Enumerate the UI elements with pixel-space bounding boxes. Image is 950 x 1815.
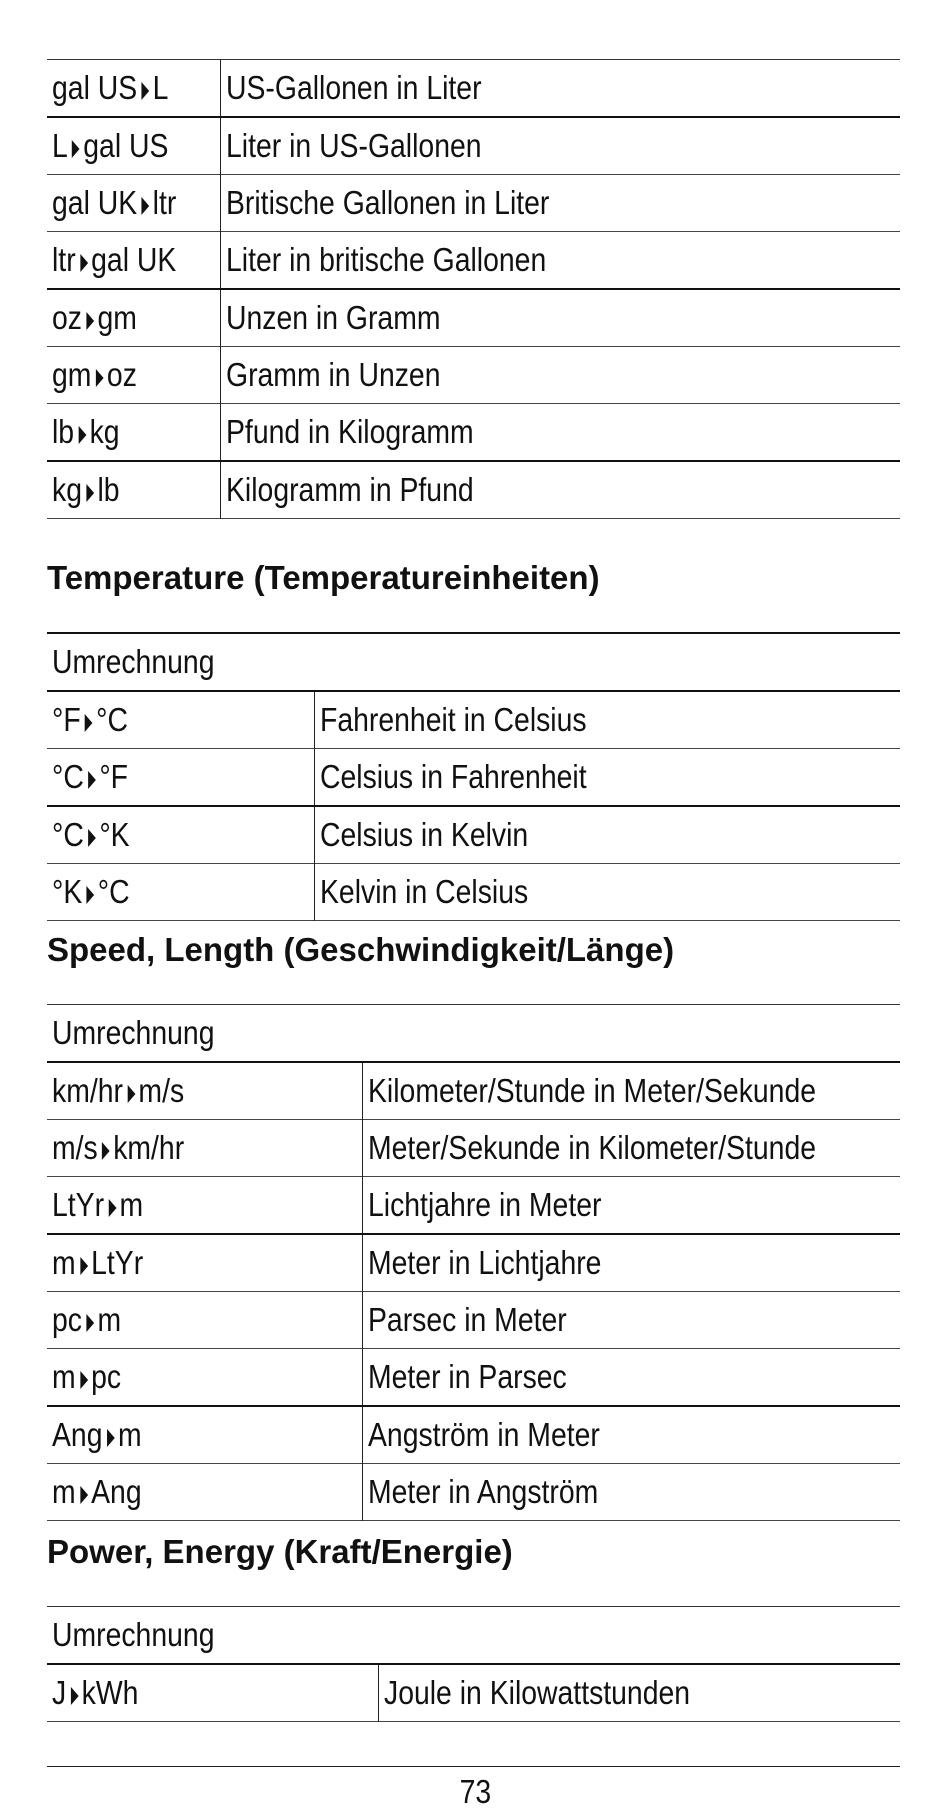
power-title: Power, Energy (Kraft/Energie)	[47, 1533, 513, 1570]
to-unit: m	[119, 1186, 144, 1223]
arrow-right-icon	[88, 829, 96, 847]
power-table	[47, 1606, 900, 1722]
conversion-key-cell	[47, 1464, 362, 1521]
table-row	[47, 1292, 900, 1349]
conversion-description: Liter in britische Gallonen	[225, 241, 546, 278]
to-unit: m	[117, 1416, 142, 1453]
conversion-key-cell	[47, 691, 314, 749]
to-unit: pc	[91, 1358, 122, 1395]
conversion-description: Meter in Parsec	[367, 1358, 567, 1395]
arrow-right-icon	[141, 197, 149, 215]
to-unit: m	[97, 1301, 122, 1338]
conversion-key-cell	[47, 1406, 362, 1464]
table-row	[47, 691, 900, 749]
conversion-description: US-Gallonen in Liter	[225, 69, 482, 106]
from-unit: LtYr	[52, 1186, 105, 1223]
to-unit: gm	[97, 299, 137, 336]
to-unit: LtYr	[91, 1244, 144, 1281]
arrow-right-icon	[86, 312, 94, 330]
to-unit: °C	[97, 873, 130, 910]
temperature-table-wrap	[47, 632, 900, 921]
speed-section	[47, 922, 900, 978]
speed-header-row	[47, 1005, 900, 1063]
page-number: 73	[459, 1773, 491, 1810]
to-unit: °K	[99, 816, 130, 853]
conversion-key-cell	[47, 864, 314, 921]
arrow-right-icon	[80, 254, 88, 272]
from-unit: ltr	[52, 241, 76, 278]
from-unit: lb	[52, 413, 75, 450]
temperature-header-row	[47, 633, 900, 691]
conversion-description: Kelvin in Celsius	[319, 873, 528, 910]
conversion-description: Unzen in Gramm	[225, 299, 440, 336]
conversion-description: Meter/Sekunde in Kilometer/Stunde	[367, 1129, 816, 1166]
from-unit: oz	[52, 299, 82, 336]
table-row	[47, 749, 900, 807]
conversion-description: Pfund in Kilogramm	[225, 413, 474, 450]
to-unit: lb	[97, 471, 120, 508]
table-row	[47, 404, 900, 462]
to-unit: kg	[89, 413, 120, 450]
table-row	[47, 60, 900, 118]
table-row	[47, 1664, 900, 1722]
conversion-description: Kilogramm in Pfund	[225, 471, 474, 508]
temperature-section	[47, 550, 900, 606]
arrow-right-icon	[85, 714, 93, 732]
from-unit: m	[52, 1358, 76, 1395]
conversion-key-cell	[47, 232, 220, 290]
arrow-right-icon	[108, 1199, 116, 1217]
from-unit: km/hr	[52, 1072, 123, 1109]
conversion-description: Celsius in Fahrenheit	[319, 758, 587, 795]
from-unit: m	[52, 1473, 76, 1510]
arrow-right-icon	[86, 1314, 94, 1332]
conversion-key-cell	[47, 175, 220, 232]
table-row	[47, 232, 900, 290]
arrow-right-icon	[127, 1085, 135, 1103]
conversion-key-cell	[47, 749, 314, 807]
from-unit: kg	[52, 471, 82, 508]
conversion-key-cell	[47, 289, 220, 347]
from-unit: J	[52, 1674, 67, 1711]
arrow-right-icon	[70, 1687, 78, 1705]
conversion-description: Angström in Meter	[367, 1416, 600, 1453]
speed-table	[47, 1004, 900, 1521]
conversion-key-cell	[47, 1349, 362, 1407]
arrow-right-icon	[80, 1486, 88, 1504]
speed-title: Speed, Length (Geschwindigkeit/Länge)	[47, 931, 675, 968]
conversion-key-cell	[47, 1120, 362, 1177]
table-row	[47, 461, 900, 519]
conversion-key-cell	[47, 806, 314, 864]
from-unit: pc	[52, 1301, 82, 1338]
conversion-key-cell	[47, 347, 220, 404]
table-row	[47, 175, 900, 232]
arrow-right-icon	[80, 1257, 88, 1275]
from-unit: °C	[52, 816, 84, 853]
to-unit: kWh	[81, 1674, 139, 1711]
to-unit: km/hr	[113, 1129, 185, 1166]
conversion-key-cell	[47, 1664, 378, 1722]
from-unit: L	[52, 127, 68, 164]
table-row	[47, 117, 900, 175]
from-unit: m/s	[52, 1129, 98, 1166]
from-unit: Ang	[52, 1416, 103, 1453]
conversion-description: Gramm in Unzen	[225, 356, 440, 393]
conversion-description: Meter in Lichtjahre	[367, 1244, 601, 1281]
arrow-right-icon	[102, 1142, 110, 1160]
conversion-key-cell	[47, 1234, 362, 1292]
arrow-right-icon	[72, 140, 80, 158]
conversion-description: Parsec in Meter	[367, 1301, 567, 1338]
speed-table-wrap	[47, 1004, 900, 1521]
table-row	[47, 806, 900, 864]
table-row	[47, 1406, 900, 1464]
from-unit: gal UK	[52, 184, 138, 221]
from-unit: m	[52, 1244, 76, 1281]
conversion-description: Kilometer/Stunde in Meter/Sekunde	[367, 1072, 816, 1109]
to-unit: Ang	[91, 1473, 142, 1510]
to-unit: gal UK	[91, 241, 177, 278]
to-unit: ltr	[152, 184, 177, 221]
temperature-header: Umrechnung	[52, 643, 215, 680]
temperature-table	[47, 632, 900, 921]
table-row	[47, 1349, 900, 1407]
volume-conversion-table	[47, 59, 900, 519]
arrow-right-icon	[78, 426, 86, 444]
conversion-key-cell	[47, 404, 220, 462]
conversion-key-cell	[47, 461, 220, 519]
to-unit: °F	[99, 758, 129, 795]
conversion-description: Fahrenheit in Celsius	[319, 701, 587, 738]
arrow-right-icon	[96, 369, 104, 387]
from-unit: °F	[52, 701, 81, 738]
footer-divider	[47, 1766, 900, 1767]
table-row	[47, 1120, 900, 1177]
power-section	[47, 1524, 900, 1580]
table-row	[47, 1062, 900, 1120]
to-unit: oz	[106, 356, 137, 393]
to-unit: °C	[96, 701, 129, 738]
table-row	[47, 1234, 900, 1292]
to-unit: L	[152, 69, 169, 106]
conversion-key-cell	[47, 60, 220, 118]
power-header-row	[47, 1607, 900, 1665]
conversion-description: Meter in Angström	[367, 1473, 598, 1510]
arrow-right-icon	[86, 484, 94, 502]
from-unit: gal US	[52, 69, 138, 106]
conversion-description: Liter in US-Gallonen	[225, 127, 482, 164]
to-unit: gal US	[83, 127, 169, 164]
table-row	[47, 1177, 900, 1235]
conversion-description: Britische Gallonen in Liter	[225, 184, 549, 221]
arrow-right-icon	[80, 1371, 88, 1389]
from-unit: °C	[52, 758, 84, 795]
conversion-description: Celsius in Kelvin	[319, 816, 528, 853]
table-row	[47, 1464, 900, 1521]
table-row	[47, 347, 900, 404]
table-row	[47, 289, 900, 347]
conversion-key-cell	[47, 117, 220, 175]
from-unit: gm	[52, 356, 92, 393]
temperature-title: Temperature (Temperatureinheiten)	[47, 559, 600, 596]
from-unit: °K	[52, 873, 83, 910]
arrow-right-icon	[88, 771, 96, 789]
arrow-right-icon	[141, 82, 149, 100]
conversion-key-cell	[47, 1292, 362, 1349]
conversion-description: Joule in Kilowattstunden	[383, 1674, 690, 1711]
conversion-description: Lichtjahre in Meter	[367, 1186, 601, 1223]
volume-table-wrap	[47, 59, 900, 519]
power-header: Umrechnung	[52, 1616, 215, 1653]
to-unit: m/s	[138, 1072, 185, 1109]
power-table-wrap	[47, 1606, 900, 1722]
conversion-key-cell	[47, 1062, 362, 1120]
arrow-right-icon	[107, 1429, 115, 1447]
conversion-key-cell	[47, 1177, 362, 1235]
table-row	[47, 864, 900, 921]
speed-header: Umrechnung	[52, 1014, 215, 1051]
arrow-right-icon	[87, 886, 95, 904]
